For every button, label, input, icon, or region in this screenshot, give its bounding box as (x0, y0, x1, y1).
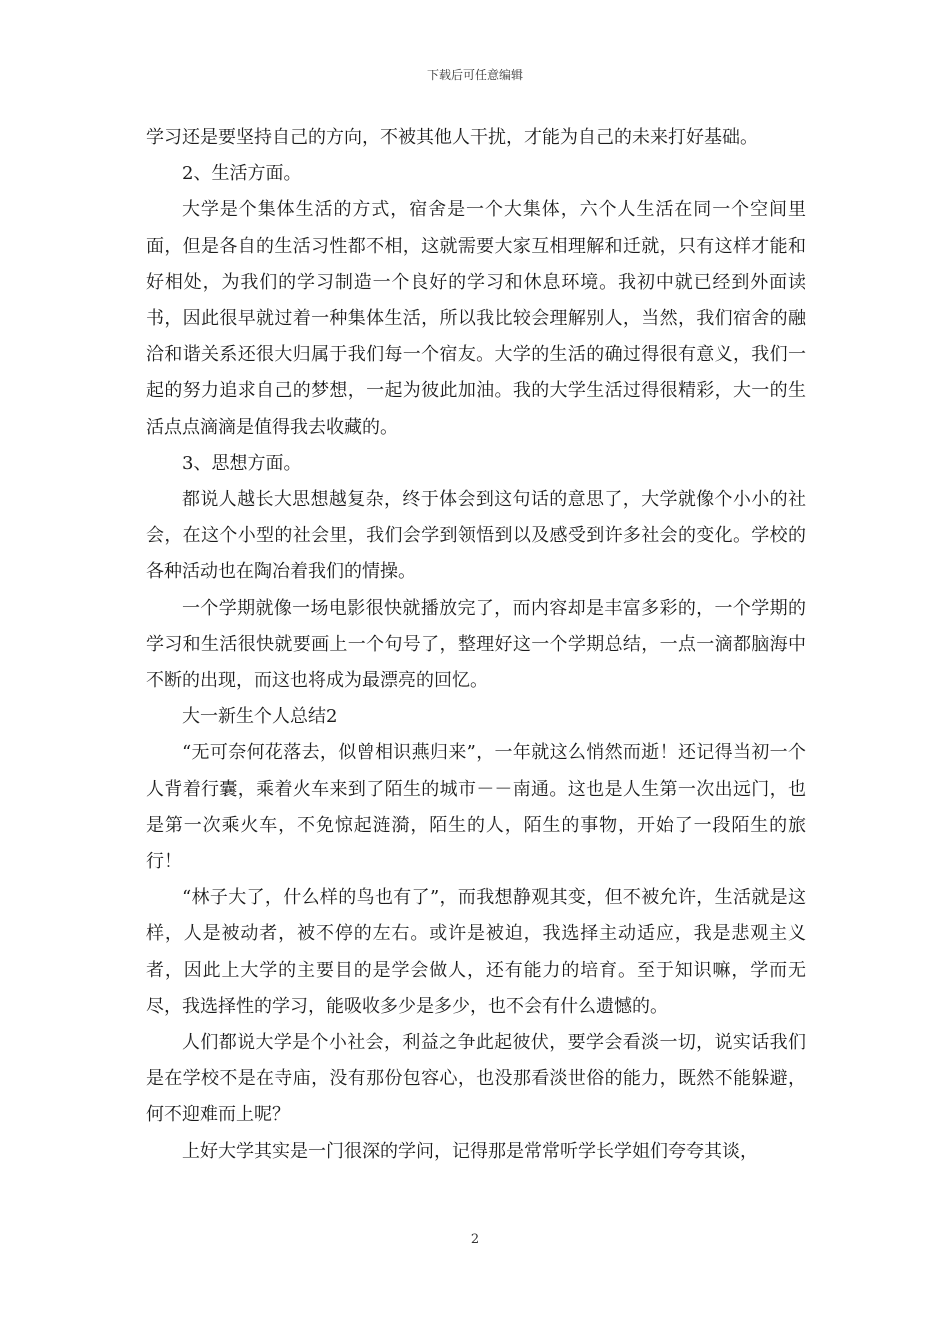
paragraph-1: 学习还是要坚持自己的方向，不被其他人干扰，才能为自己的未来打好基础。 (146, 127, 758, 148)
paragraph-nantong: “无可奈何花落去，似曾相识燕归来”，一年就这么悄然而逝！还记得当初一个人背着行囊，乘着火车来到了陌生的城市－－南通。这也是人生第一次出远门，也是第一次乘火车，不免惊起涟漪，陌生的人，陌生的事物，开始了一段陌生的旅行！ (146, 742, 806, 873)
paragraph-thought: 都说人越长大思想越复杂，终于体会到这句话的意思了，大学就像个小小的社会，在这个小型的社会里，我们会学到领悟到以及感受到许多社会的变化。学校的各种活动也在陶冶着我们的情操。 (146, 489, 806, 583)
page-header: 下载后可任意编辑 (426, 68, 523, 82)
section-heading-summary-2: 大一新生个人总结2 (182, 706, 338, 728)
paragraph-semester: 一个学期就像一场电影很快就播放完了，而内容却是丰富多彩的，一个学期的学习和生活很快就要画上一个句号了，整理好这一个学期总结，一点一滴都脑海中不断的出现，而这也将成为最漂亮的回忆。 (146, 597, 806, 692)
document-body (146, 120, 806, 1170)
paragraph-university: 上好大学其实是一门很深的学问，记得那是常常听学长学姐们夸夸其谈， (182, 1140, 758, 1162)
section-heading-thought: 3、思想方面。 (182, 452, 302, 474)
page-number: 2 (470, 1232, 480, 1247)
section-heading-life: 2、生活方面。 (182, 163, 302, 185)
paragraph-life: 大学是个集体生活的方式，宿舍是一个大集体，六个人生活在同一个空间里面，但是各自的生活习性都不相，这就需要大家互相理解和迁就，只有这样才能和好相处，为我们的学习制造一个良好的学习和休息环境。我初中就已经到外面读书，因此很早就过着一种集体生活，所以我比较会理解别人，当然，我们宿舍的融洽和谐关系还很大归属于我们每一个宿友。大学的生活的确过得很有意义，我们一起的努力追求自己的梦想，一起为彼此加油。我的大学生活过得很精彩，大一的生活点点滴滴是值得我去收藏的。 (146, 199, 806, 438)
paragraph-forest: “林子大了，什么样的鸟也有了”，而我想静观其变，但不被允许，生活就是这样，人是被动者，被不停的左右。或许是被迫，我选择主动适应，我是悲观主义者，因此上大学的主要目的是学会做人，还有能力的培育。至于知识嘛，学而无尽，我选择性的学习，能吸收多少是多少，也不会有什么遗憾的。 (146, 887, 806, 1017)
paragraph-society: 人们都说大学是个小社会，利益之争此起彼伏，要学会看淡一切，说实话我们是在学校不是在寺庙，没有那份包容心，也没那看淡世俗的能力，既然不能躲避，何不迎难而上呢？ (146, 1032, 806, 1126)
